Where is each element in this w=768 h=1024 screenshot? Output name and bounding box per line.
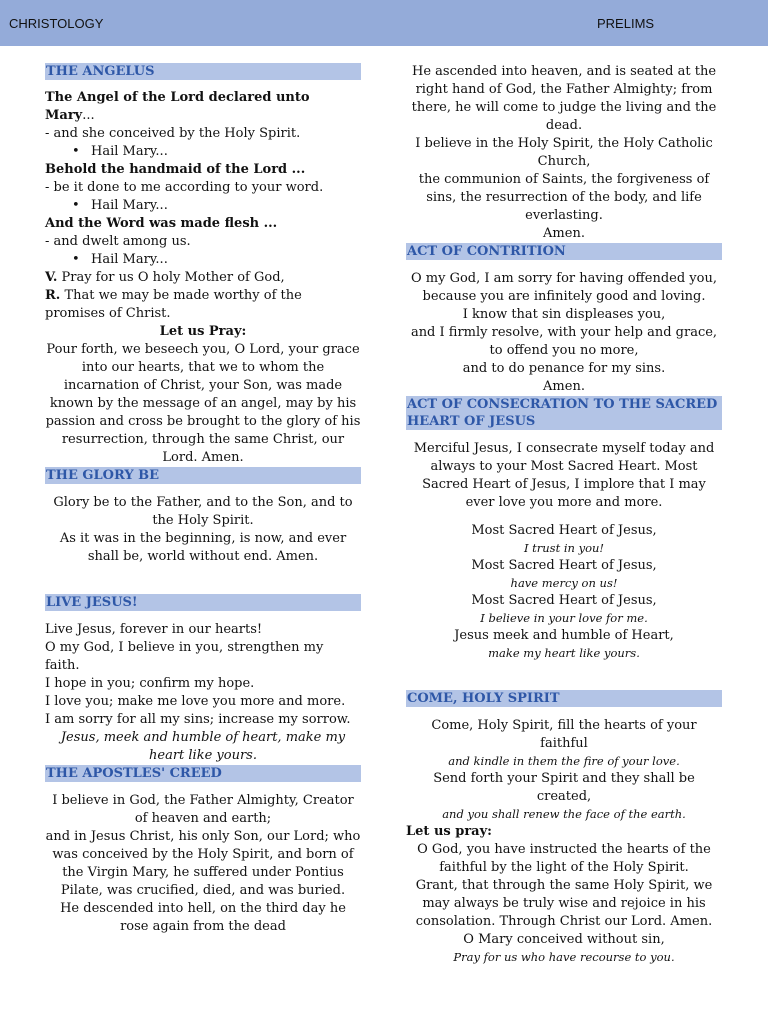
angelus-response-3: - and dwelt among us. [45, 234, 191, 249]
litany-response: I trust in you! [523, 541, 605, 555]
litany-call: Most Sacred Heart of Jesus, [471, 593, 657, 608]
page-header [0, 0, 768, 46]
creed-amen: Amen. [543, 226, 585, 241]
angelus-hail-mary-3: • Hail Mary... [45, 251, 361, 269]
litany-call: Most Sacred Heart of Jesus, [471, 523, 657, 538]
consecration-heading: ACT OF CONSECRATION TO THE SACRED HEART OF JESUS [406, 396, 722, 430]
response-text: That we may be made worthy of the promises of Christ. [45, 288, 302, 321]
angelus-versicle-3: And the Word was made flesh ... [45, 216, 278, 231]
creed-heading: THE APOSTLES' CREED [45, 765, 361, 782]
glory-be-heading: THE GLORY BE [45, 467, 361, 484]
holy-spirit-prayer-2: Grant, that through the same Holy Spirit, we may always be truly wise and rejoice in his consolation. Through Christ our Lord. Amen. [415, 878, 713, 929]
versicle-mark: V. [45, 270, 58, 285]
contrition-line: and I firmly resolve, with your help and grace, to offend you no more, [410, 325, 718, 358]
litany-response: make my heart like yours. [488, 646, 640, 660]
holy-spirit-prayer-1: O God, you have instructed the hearts of the faithful by the light of the Holy Spirit. [417, 842, 711, 875]
angelus-heading: THE ANGELUS [45, 63, 361, 80]
creed-line: and in Jesus Christ, his only Son, our Lord; who was conceived by the Holy Spirit, and born of the Virgin Mary, he suffered under Pontius Pilate, was crucified, died, and was buried. [45, 829, 361, 898]
holy-spirit-let-us-pray: Let us pray: [406, 824, 492, 839]
marian-invocation: O Mary conceived without sin, [463, 932, 665, 947]
holy-spirit-heading: COME, HOLY SPIRIT [406, 690, 722, 707]
glory-be-line-1: Glory be to the Father, and to the Son, and to the Holy Spirit. [53, 495, 353, 528]
holy-spirit-response-2: and you shall renew the face of the earth. [442, 807, 686, 821]
contrition-heading: ACT OF CONTRITION [406, 243, 722, 260]
live-jesus-closing: Jesus, meek and humble of heart, make my heart like yours. [60, 730, 346, 763]
creed-line: He ascended into heaven, and is seated at the right hand of God, the Father Almighty; from there, he will come to judge the living and the dead. [411, 64, 717, 133]
contrition-line: O my God, I am sorry for having offended you, because you are infinitely good and loving. [411, 271, 717, 304]
angelus-response-1: - and she conceived by the Holy Spirit. [45, 126, 301, 141]
angelus-versicle-1 [45, 89, 361, 125]
glory-be-line-2: As it was in the beginning, is now, and ever shall be, world without end. Amen. [59, 531, 347, 564]
versicle-text: Pray for us O holy Mother of God, [57, 270, 285, 285]
response-mark: R. [45, 288, 61, 303]
live-jesus-heading: LIVE JESUS! [45, 594, 361, 611]
left-column [45, 63, 361, 936]
live-jesus-line: O my God, I believe in you, strengthen my faith. [45, 640, 324, 673]
angelus-hail-mary-2: • Hail Mary... [45, 197, 361, 215]
live-jesus-line: Live Jesus, forever in our hearts! [45, 622, 263, 637]
angelus-prayer: Pour forth, we beseech you, O Lord, your grace into our hearts, that we to whom the incarnation of Christ, your Son, was made known by the message of an angel, may by his passion and cross be brought to the glory of his resurrection, through the same Christ, our Lord. Amen. [45, 342, 361, 465]
live-jesus-line: I love you; make me love you more and more. [45, 694, 346, 709]
contrition-line: I know that sin displeases you, [462, 307, 666, 322]
litany-call: Most Sacred Heart of Jesus, [471, 558, 657, 573]
contrition-line: and to do penance for my sins. [462, 361, 666, 376]
angelus-v-line [45, 269, 361, 287]
creed-line: I believe in the Holy Spirit, the Holy Catholic Church, [415, 136, 713, 169]
angelus-versicle-1-ellipsis: ... [82, 108, 95, 123]
creed-line: the communion of Saints, the forgiveness of sins, the resurrection of the body, and life everlasting. [418, 172, 710, 223]
litany-call: Jesus meek and humble of Heart, [454, 628, 674, 643]
angelus-versicle-1-bold: The Angel of the Lord declared unto Mary [45, 90, 310, 123]
litany-response: have mercy on us! [510, 576, 618, 590]
header-term-label: PRELIMS [597, 16, 655, 31]
holy-spirit-versicle-2: Send forth your Spirit and they shall be created, [433, 771, 695, 804]
right-column [406, 63, 722, 966]
litany-response: I believe in your love for me. [480, 611, 648, 625]
contrition-amen: Amen. [543, 379, 585, 394]
angelus-versicle-2: Behold the handmaid of the Lord ... [45, 162, 306, 177]
creed-line: I believe in God, the Father Almighty, Creator of heaven and earth; [52, 793, 354, 826]
consecration-paragraph: Merciful Jesus, I consecrate myself today and always to your Most Sacred Heart. Most Sacred Heart of Jesus, I implore that I may ever love you more and more. [413, 441, 715, 510]
header-course-title: CHRISTOLOGY [9, 16, 104, 31]
angelus-r-line [45, 287, 361, 323]
angelus-response-2: - be it done to me according to your word. [45, 180, 324, 195]
holy-spirit-response-1: and kindle in them the fire of your love. [448, 754, 680, 768]
angelus-hail-mary-1: • Hail Mary... [45, 143, 361, 161]
live-jesus-line: I am sorry for all my sins; increase my sorrow. [45, 712, 351, 727]
live-jesus-line: I hope in you; confirm my hope. [45, 676, 255, 691]
creed-line: He descended into hell, on the third day he rose again from the dead [60, 901, 346, 934]
angelus-let-us-pray: Let us Pray: [159, 324, 247, 339]
holy-spirit-versicle-1: Come, Holy Spirit, fill the hearts of your faithful [431, 718, 697, 751]
marian-response: Pray for us who have recourse to you. [453, 950, 675, 964]
